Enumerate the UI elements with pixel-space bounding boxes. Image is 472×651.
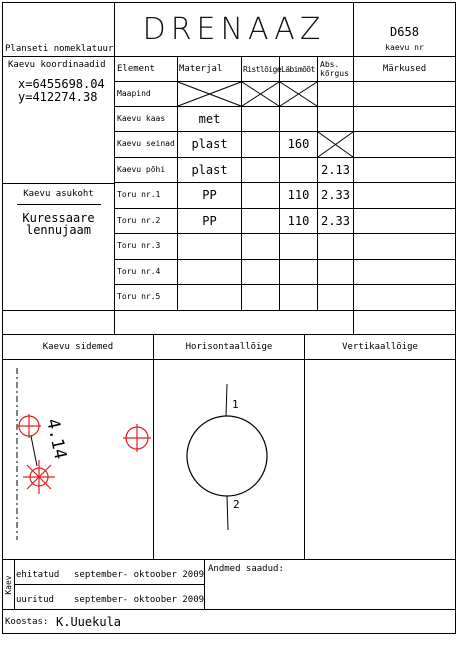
pipe-1-label: 1 (232, 398, 239, 411)
section-horizontal: Horisontaallõige (185, 342, 273, 352)
distance-label: 4.14 (42, 416, 71, 462)
pipe-2-line (227, 496, 228, 530)
drainage-well-card (2, 2, 456, 634)
table-bottom-rule (3, 310, 455, 311)
built-date: september- oktoober 2009 (74, 570, 205, 580)
sketch-top-rule (3, 334, 455, 335)
header-element: Element (117, 64, 155, 74)
compiled-name: K.Uuekula (56, 615, 122, 629)
header-slope: Ristlõige (243, 65, 281, 74)
ties-sketch (3, 360, 153, 558)
header-diameter: Läbimõõt (281, 65, 315, 74)
header-height: kõrgus (320, 69, 349, 78)
footer-side-label: Kaev (4, 575, 13, 595)
section-ties: Kaevu sidemed (42, 342, 114, 352)
footer-middle-divider (204, 559, 205, 609)
horizontal-section-sketch (154, 360, 304, 558)
row-material: PP (202, 214, 217, 228)
data-received-label: Andmed saadud: (208, 564, 284, 574)
section-vertical: Vertikaallõige (342, 342, 418, 352)
footer-bottom-rule (3, 609, 455, 610)
location-line-2: lennujaam (25, 223, 92, 237)
location-underline (17, 204, 101, 205)
compiled-label: Koostas: (5, 617, 49, 627)
row-element: Toru nr.5 (117, 292, 161, 301)
row-diameter: 110 (287, 188, 310, 202)
row-element: Toru nr.4 (117, 267, 161, 276)
row-element: Kaevu seinad (117, 139, 175, 148)
well-number: D658 (390, 25, 419, 39)
row-diameter: 110 (287, 214, 310, 228)
header-notes: Märkused (382, 64, 427, 74)
coordinate-x: x=6455698.04 (18, 77, 105, 91)
nomenclature-label: Planseti nomeklatuur (5, 44, 114, 54)
location-label: Kaevu asukoht (23, 189, 94, 199)
row-abs-height: 2.33 (321, 214, 350, 228)
row-element: Maapind (117, 89, 151, 98)
row-diameter: 160 (287, 137, 310, 151)
pipe-2-label: 2 (233, 498, 240, 511)
row-element: Kaevu põhi (117, 165, 166, 174)
coordinate-y: y=412274.38 (18, 90, 98, 104)
footer-top-rule (3, 559, 455, 560)
row-material: met (198, 112, 221, 126)
page-title: DRENAAZ (142, 12, 326, 47)
cross-marks (3, 3, 455, 183)
row-element: Toru nr.3 (117, 241, 161, 250)
sketch-divider-2 (304, 334, 305, 559)
surveyed-date: september- oktoober 2009 (74, 595, 205, 605)
row-material: plast (191, 137, 228, 151)
row-material: PP (202, 188, 217, 202)
well-circle (187, 416, 267, 496)
surveyed-label: uuritud (16, 595, 54, 605)
header-abs: Abs. (320, 60, 340, 69)
distance-line (31, 436, 37, 466)
footer-inner-rule (14, 584, 204, 585)
row-element: Toru nr.1 (117, 190, 161, 199)
pipe-1-line (226, 384, 227, 416)
row-abs-height: 2.33 (321, 188, 350, 202)
coordinates-label: Kaevu koordinaadid (8, 60, 106, 70)
header-material: Materjal (179, 64, 223, 74)
location-line-1: Kuressaare (22, 211, 95, 225)
built-label: ehitatud (16, 570, 60, 580)
location-top-rule (3, 183, 114, 184)
row-abs-height: 2.13 (321, 163, 350, 177)
row-material: plast (191, 163, 228, 177)
row-element: Toru nr.2 (117, 216, 161, 225)
row-element: Kaevu kaas (117, 114, 166, 123)
well-number-label: kaevu nr (385, 43, 424, 52)
